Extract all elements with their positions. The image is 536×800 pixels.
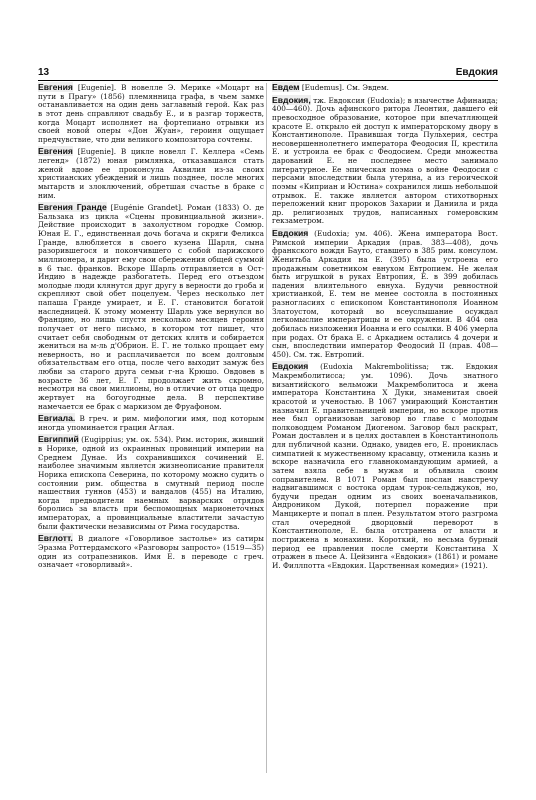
entry-evgiala — [38, 414, 264, 432]
column-divider — [266, 83, 267, 773]
entry-evgenia-grande — [38, 203, 264, 411]
entry-body: [Eugenie]. В цикле новелл Г. Келлера «Семь легенд» (1872) юная римлянка, отказавшаяся стать женой вдове ее проконсула Аквилия из-за своих христианских убеждений и лишь позднее, после многих мытарств и злоключений, обретшая счастье в браке с ним. — [38, 147, 264, 200]
entry-evdokia-makrembolitissa — [272, 362, 498, 570]
entry-headword: Евглотт. — [38, 533, 73, 544]
entry-headword: Евдем — [272, 82, 300, 92]
running-header — [38, 66, 498, 78]
header-rule — [38, 80, 498, 81]
entry-evdokia-afinaida — [272, 96, 498, 226]
entry-evgenia-merike — [38, 83, 264, 144]
entry-headword: Евгения — [38, 82, 73, 92]
entry-headword: Евгения — [38, 146, 73, 157]
entry-body: тж. Евдоксия (Eudoxia); в язычестве Афинаида; 400—460). Дочь афинского ритора Леонтия, давшего ей превосходное образование, которое при впечатляющей красоте Е. открыло ей доступ к императорскому двору в Константинополе. Правившая тогда Пульхерия, сестра несовершеннолетнего императора Феодосия II, крестила Е. и устроила ее брак с Феодосием. Среди множества дарований Е. не последнее место занимало литературное. Ее эпическая поэма о войне Феодосия с персами впоследствии была утеряна, а из героической поэмы «Киприан и Юстина» сохранился лишь небольшой отрывок. Е. также является автором стихотворных переложений книг пророков Захарии и Даниила и ряда др. религиозных трудов, написанных гомеровским гекзаметром. — [272, 95, 498, 226]
entry-headword: Евгиппий — [38, 434, 79, 445]
running-title: Евдокия — [455, 67, 498, 78]
left-column — [38, 83, 264, 573]
entry-body: В диалоге «Говорливое застолье» из сатиры Эразма Роттердамского «Разговоры запросто» (1519—35) один из сотрапезников. Имя Е. в переводе с греч. означает «говорливый». — [38, 534, 264, 570]
entry-evglott — [38, 534, 264, 570]
entry-body: (Eudoxia Makrembolitissa; тж. Евдокия Макремболитисса; ум. 1096). Дочь знатного византийского вельможи Макремболитоса и жена императора Константина X Дуки, знаменитая своей красотой и ученостью. В 1067 умирающий Константин назначил Е. правительницей империи, но вскоре против нее был организован заговор во главе с молодым полководцем Романом Диогеном. Заговор был раскрыт, Роман доставлен и в целях доставлен в Константинополь для публичной казни. Однако, увидев его, Е. прониклась симпатией к мужественному красавцу, отменила казнь и вскоре назначила его главнокомандующим армией, а затем взяла себе в мужья и объявила своим соправителем. В 1071 Роман был послан навстречу надвигавшимся с востока ордам турок-сельджуков, но, будучи предан одним из своих военачальников, Андроником Дукой, потерпел поражение при Манцикерте и попал в плен. Результатом этого разгрома стал очередной дворцовый переворот в Константинополе, Е. была отстранена от власти и пострижена в монахини. Короткий, но весьма бурный период ее правления после смерти Константина X отражен в пьесе А. Цейзинга «Евдокия» (1861) и романе И. Филлпотта «Евдокия. Царственная комедия» (1921). — [272, 362, 498, 570]
entry-body: [Eudemus]. См. Эвдем. — [301, 83, 389, 92]
entry-body: [Eugénie Grandet]. Роман (1833) О. де Бальзака из цикла «Сцены провинциальной жизни». Действие происходит в захолустном городке Сомюр. Юная Е. Г., единственная дочь богача и скряги Феликса Гранде, влюбляется в своего кузена Шарля, сына разорившегося и покончившего с собой парижского миллионера, и дарит ему свои сбережения общей суммой в 6 тыс. франков. Вскоре Шарль отправляется в Ост-Индию в надежде разбогатеть. Перед его отъездом молодые люди клянутся друг другу в верности до гроба и скрепляют свой обет поцелуем. Через несколько лет папаша Гранде умирает, и Е. Г. становится богатой наследницей. К этому моменту Шарль уже вернулся во Францию, но лишь спустя несколько месяцев героиня получает от него письмо, в котором тот пишет, что считает себя свободным от детских клятв и собирается жениться на м-ль д'Обрион. Е. Г. не только прощает ему неверность, но и расплачивается по всем долговым обязательствам его отца, после чего выходит замуж без любви за старого друга семьи г-на Крюшо. Овдовев в возрасте 36 лет, Е. Г. продолжает жить скромно, несмотря на свои миллионы, но в отличие от отца щедро жертвует на богоугодные дела. В перспективе намечается ее брак с маркизом де Фруафоном. — [38, 203, 264, 411]
entry-evdem — [272, 83, 498, 93]
entry-headword: Евгиала. — [38, 413, 76, 424]
entry-body: (Eugippius; ум. ок. 534). Рим. историк, живший в Норике, одной из окраинных провинций империи на Среднем Дунае. Из сохранившихся сочинений Е. наиболее значимым является жизнеописание правителя Норика епископа Северина, по которому можно судить о состоянии рим. общества в смутный период после нашествия гуннов (453) и вандалов (455) на Италию, когда предводители наемных варварских отрядов боролись за власть при беспомощных марионеточных императорах, а провинциальные властители зачастую были фактически независимы от Рима государства. — [38, 435, 264, 531]
entry-headword: Евдокия — [272, 361, 309, 372]
right-column — [272, 83, 498, 573]
entry-evgippiy — [38, 435, 264, 531]
entry-body: (Eudoxia; ум. 406). Жена императора Вост. Римской империи Аркадия (прав. 383—408), дочь франкского вождя Бауто, ставшего в 385 рим. консулом. Женитьба Аркадия на Е. (395) была устроена его продажным советником евнухом Евтропием. Не желая быть игрушкой в руках Евтропия, Е. в 399 добилась падения влиятельного евнуха. Будучи ревностной христианкой, Е. тем не менее состояла в постоянных разногласиях с епископом Константинополя Иоанном Златоустом, который во всеуслышание осуждал легкомыслие императрицы и ее окружения. В 404 она добилась низложения Иоанна и его ссылки. В 406 умерла при родах. От брака Е. с Аркадием остались 4 дочери и сын, впоследствии император Феодосий II (прав. 408—450). См. тж. Евтропий. — [272, 229, 499, 359]
page-number: 13 — [38, 67, 50, 78]
entry-evdokia-arkadiy — [272, 229, 498, 359]
entry-headword: Евгения Гранде — [38, 202, 107, 213]
entry-body: [Eugenie]. В новелле Э. Мерике «Моцарт на пути в Прагу» (1856) племянница графа, в чьем замке останавливается на один день заглавный герой. Как раз в этот день справляют свадьбу Е., и в разгар торжеств, когда Моцарт исполняет на фортепиано отрывки из своей новой оперы «Дон Жуан», героиня ощущает предчувствие, что дни великого композитора сочтены. — [38, 83, 264, 144]
entry-evgenia-keller — [38, 147, 264, 200]
entry-headword: Евдокия, — [272, 94, 311, 105]
entry-headword: Евдокия — [272, 228, 309, 238]
entry-body: В греч. и рим. мифологии имя, под которым иногда упоминается грация Аглая. — [38, 414, 265, 432]
